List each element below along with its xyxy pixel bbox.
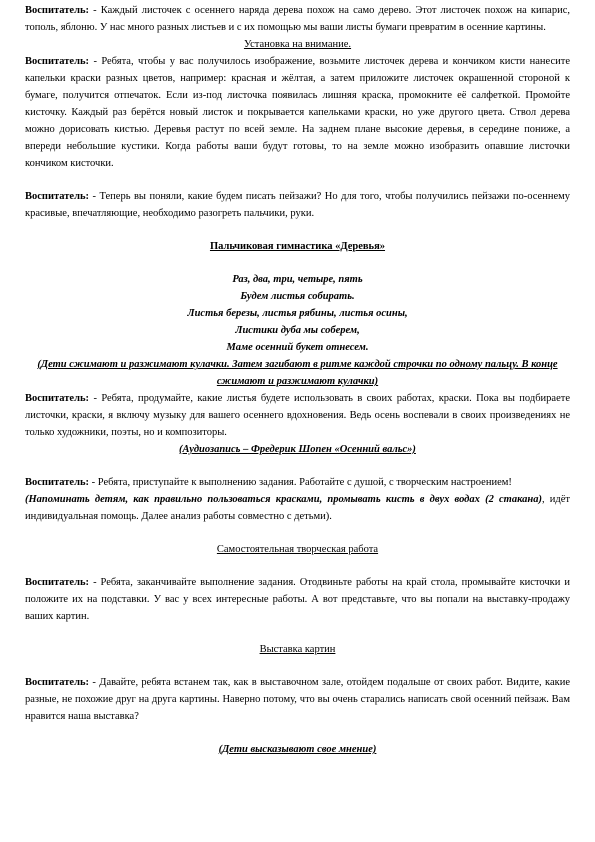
heading-finger-gymnastics: Пальчиковая гимнастика «Деревья»: [209, 241, 386, 252]
poem-line: Листья березы, листья рябины, листья осины,: [187, 308, 408, 319]
final-note: (Дети высказывают свое мнение): [218, 744, 377, 755]
paragraph-task: [25, 474, 570, 491]
heading-exhibition: Выставка картин: [259, 644, 336, 655]
document-page: [25, 2, 570, 758]
spacer: [25, 255, 570, 271]
paragraph-text: - Ребята, продумайте, какие листья будете использовать в своих работах, краски. Пока вы подбираете листочки, краски, я включу музыку для вашего осеннего вдохновения. Ведь осень воспевали в своих произведениях не только художники, поэты, но и композиторы.: [25, 393, 571, 438]
speaker-label: Воспитатель:: [25, 191, 90, 202]
paragraph-instructions: [25, 53, 570, 172]
paragraph-text: - Ребята, приступайте к выполнению задания. Работайте с душой, с творческим настроением!: [91, 477, 512, 488]
speaker-label: Воспитатель:: [25, 56, 90, 67]
paragraph-text: - Давайте, ребята встанем так, как в выставочном зале, отойдем подальше от своих работ. Видите, какие разные, не похожие друг на друга картины. Наверно потому, что вы очень старались написать свой осенний пейзаж. Вам нравится наша выставка?: [25, 677, 570, 722]
speaker-label: Воспитатель:: [25, 577, 90, 588]
poem-line: Будем листья собирать.: [240, 291, 355, 302]
paragraph-finish: [25, 574, 570, 625]
spacer: [25, 458, 570, 474]
speaker-label: Воспитатель:: [25, 393, 90, 404]
spacer: [25, 658, 570, 674]
paragraph-intro: [25, 2, 570, 36]
paragraph-exhibition: [25, 674, 570, 725]
poem-line: Маме осенний букет отнесем.: [226, 342, 369, 353]
paragraph-task-note: [25, 491, 570, 525]
spacer: [25, 625, 570, 641]
spacer: [25, 558, 570, 574]
speaker-label: Воспитатель:: [25, 477, 90, 488]
paragraph-text: - Теперь вы поняли, какие будем писать пейзажи? Но для того, чтобы получились пейзажи по-осеннему красивые, впечатляющие, необходимо разогреть пальчики, руки.: [25, 191, 571, 219]
paragraph-text: - Ребята, заканчивайте выполнение задания. Отодвиньте работы на край стола, промывайте кисточки и положите их на подставки. У вас у всех интересные работы. А вот представьте, что вы попали на выставку-продажу ваших картин.: [25, 577, 571, 622]
paragraph-text: - Каждый листочек с осеннего наряда дерева похож на само дерево. Этот листочек похож на кипарис, тополь, яблоню. У нас много разных листьев и с их помощью мы ваши листы бумаги превратим в осенние картины.: [25, 5, 571, 33]
heading-independent-work: Самостоятельная творческая работа: [216, 544, 379, 555]
poem-line: Раз, два, три, четыре, пять: [232, 274, 363, 285]
audio-note: (Аудиозапись – Фредерик Шопен «Осенний вальс»): [179, 444, 416, 455]
paragraph-music: [25, 390, 570, 441]
poem-note: (Дети сжимают и разжимают кулачки. Затем загибают в ритме каждой строчки по одному пальцу. В конце сжимают и разжимают кулачки): [37, 359, 558, 387]
heading-attention: Установка на внимание.: [243, 39, 352, 50]
speaker-label: Воспитатель:: [25, 677, 90, 688]
paragraph-warmup: [25, 188, 570, 222]
paragraph-text: - Ребята, чтобы у вас получилось изображение, возьмите листочек дерева и кончиком кисти нанесите капельки краски разных цветов, например: красная и жёлтая, а затем приложите листочек окрашенной стороной к бумаге, получится отпечаток. Если из-под листочка появилась лишняя краска, промокните её салфеткой. Промойте кисточку. Каждый раз берётся новый листок и покрывается капельками краски, но уже другого цвета. Ствол дерева можно дорисовать кистью. Деревья растут по всей земле. На заднем плане высокие деревья, в середине пониже, а впереди небольшие кустики. Когда работы ваши будут готовы, то на земле можно изобразить опавшие листочки кончиком кисточки.: [25, 56, 570, 169]
spacer: [25, 222, 570, 238]
speaker-label: Воспитатель:: [25, 5, 90, 16]
task-note-tail: , идёт индивидуальная помощь. Далее анализ работы совместно с детьми).: [25, 494, 570, 522]
poem-line: Листики дуба мы соберем,: [235, 325, 360, 336]
task-note: (Напоминать детям, как правильно пользоваться красками, промывать кисть в двух водах (2 стакана): [25, 494, 542, 505]
poem: [25, 271, 570, 356]
spacer: [25, 725, 570, 741]
spacer: [25, 525, 570, 541]
spacer: [25, 172, 570, 188]
